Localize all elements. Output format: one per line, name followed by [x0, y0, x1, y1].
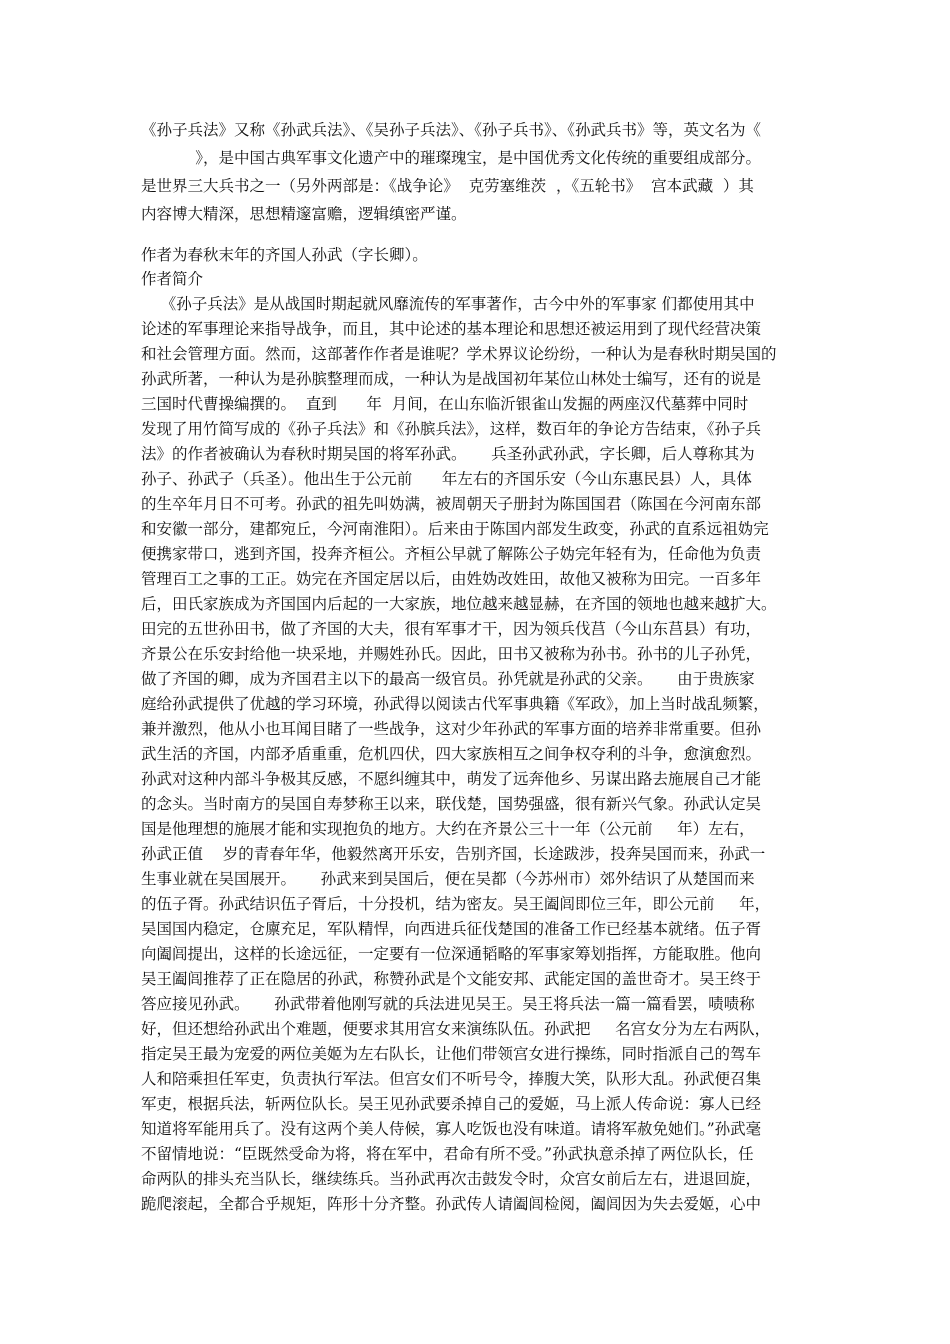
- text-line: 吴国国内稳定，仓廪充足，军队精悍，向西进兵征伐楚国的准备工作已经基本就绪。伍子胥: [141, 920, 762, 938]
- text-line: 向阖闾提出，这样的长途远征，一定要有一位深通韬略的军事家筹划指挥，方能取胜。他向: [141, 945, 762, 963]
- text-line: 发现了用竹简写成的《孙子兵法》和《孙膑兵法》，这样，数百年的争论方告结束，《孙子兵: [141, 420, 762, 438]
- text-line: 《孙子兵法》又称《孙武兵法》、《吴孙子兵法》、《孙子兵书》、《孙武兵书》等，英文名为《: [141, 121, 762, 139]
- text-line: 人和陪乘担任军吏，负责执行军法。但宫女们不听号令，捧腹大笑，队形大乱。孙武便召集: [141, 1070, 762, 1088]
- text-line: 便携家带口，逃到齐国，投奔齐桓公。齐桓公早就了解陈公子妫完年轻有为，任命他为负责: [141, 545, 762, 563]
- text-line: 《孙子兵法》是从战国时期起就风靡流传的军事著作，古今中外的军事家 们都使用其中: [141, 295, 755, 313]
- text-line: 和安徽一部分，建都宛丘，今河南淮阳）。后来由于陈国内部发生政变，孙武的直系远祖妫完: [141, 520, 769, 538]
- text-line: 知道将军能用兵了。没有这两个美人侍候，寡人吃饭也没有味道。请将军赦免她们。”孙武毫: [141, 1120, 762, 1138]
- text-line: 论述的军事理论来指导战争，而且，其中论述的基本理论和思想还被运用到了现代经营决策: [141, 320, 762, 338]
- text-line: 孙武对这种内部斗争极其反感，不愿纠缠其中，萌发了远奔他乡、另谋出路去施展自己才能: [141, 770, 762, 788]
- text-line: 答应接见孙武。 孙武带着他刚写就的兵法进见吴王。吴王将兵法一篇一篇看罢，啧啧称: [141, 995, 755, 1013]
- text-line: 法》的作者被确认为春秋时期吴国的将军孙武。 兵圣孙武孙武，字长卿，后人尊称其为: [141, 445, 755, 463]
- text-line: 生事业就在吴国展开。 孙武来到吴国后，便在吴都（今苏州市）郊外结识了从楚国而来: [141, 870, 755, 888]
- text-line: 武生活的齐国，内部矛盾重重，危机四伏，四大家族相互之间争权夺利的斗争，愈演愈烈。: [141, 745, 762, 763]
- text-line: 兼并激烈，他从小也耳闻目睹了一些战争，这对少年孙武的军事方面的培养非常重要。但孙: [141, 720, 762, 738]
- text-line: 庭给孙武提供了优越的学习环境，孙武得以阅读古代军事典籍《军政》，加上当时战乱频繁，: [141, 695, 769, 713]
- text-line: 》，是中国古典军事文化遗产中的璀璨瑰宝，是中国优秀文化传统的重要组成部分。: [141, 149, 761, 167]
- text-line: 的念头。当时南方的吴国自寿梦称王以来，联伐楚，国势强盛，很有新兴气象。孙武认定吴: [141, 795, 762, 813]
- text-line: 田完的五世孙田书，做了齐国的大夫，很有军事才干，因为领兵伐莒（今山东莒县）有功，: [141, 620, 762, 638]
- text-line: 齐景公在乐安封给他一块采地，并赐姓孙氏。因此，田书又被称为孙书。孙书的儿子孙凭，: [141, 645, 762, 663]
- text-line: 指定吴王最为宠爱的两位美姬为左右队长，让他们带领宫女进行操练，同时指派自己的驾车: [141, 1045, 762, 1063]
- text-line: 吴王阖闾推荐了正在隐居的孙武，称赞孙武是个文能安邦、武能定国的盖世奇才。吴王终于: [141, 970, 762, 988]
- text-line: 好，但还想给孙武出个难题，便要求其用宫女来演练队伍。孙武把 名宫女分为左右两队，: [141, 1020, 771, 1038]
- text-line: 后，田氏家族成为齐国国内后起的一大家族，地位越来越显赫，在齐国的领地也越来越扩大。: [141, 595, 777, 613]
- text-line: 孙武正值 岁的青春年华，他毅然离开乐安，告别齐国，长途跋涉，投奔吴国而来，孙武一: [141, 845, 766, 863]
- text-line: 国是他理想的施展才能和实现抱负的地方。大约在齐景公三十一年（公元前 年）左右，: [141, 820, 755, 838]
- author-statement: 作者为春秋末年的齐国人孙武（字长卿）。: [141, 246, 428, 264]
- text-line: 内容博大精深，思想精邃富赡，逻辑缜密严谨。: [141, 205, 467, 223]
- text-line: 管理百工之事的工正。妫完在齐国定居以后，由姓妫改姓田，故他又被称为田完。一百多年: [141, 570, 762, 588]
- section-heading: 作者简介: [141, 270, 204, 288]
- text-line: 是世界三大兵书之一（另外两部是：《战争论》 克劳塞维茨 ，《五轮书》 宫本武藏 ）其: [141, 177, 754, 195]
- text-line: 军吏，根据兵法，斩两位队长。吴王见孙武要杀掉自己的爱姬，马上派人传命说：寡人已经: [141, 1095, 762, 1113]
- text-line: 的生卒年月日不可考。孙武的祖先叫妫满，被周朝天子册封为陈国国君（陈国在今河南东部: [141, 495, 762, 513]
- text-line: 做了齐国的卿，成为齐国君主以下的最高一级官员。孙凭就是孙武的父亲。 由于贵族家: [141, 670, 755, 688]
- text-line: 三国时代曹操编撰的。 直到 年 月间，在山东临沂银雀山发掘的两座汉代墓葬中同时: [141, 395, 749, 413]
- text-line: 命两队的排头充当队长，继续练兵。当孙武再次击鼓发令时，众宫女前后左右，进退回旋，: [141, 1170, 762, 1188]
- text-line: 的伍子胥。孙武结识伍子胥后，十分投机，结为密友。吴王阖闾即位三年，即公元前 年，: [141, 895, 771, 913]
- text-line: 孙子、孙武子（兵圣）。他出生于公元前 年左右的齐国乐安（今山东惠民县）人，具体: [141, 470, 752, 488]
- text-line: 不留情地说：“臣既然受命为将，将在军中，君命有所不受。”孙武执意杀掉了两位队长，任: [141, 1145, 754, 1163]
- text-line: 孙武所著，一种认为是孙膑整理而成，一种认为是战国初年某位山林处士编写，还有的说是: [141, 370, 762, 388]
- text-line: 和社会管理方面。然而，这部著作作者是谁呢？学术界议论纷纷，一种认为是春秋时期吴国的: [141, 345, 777, 363]
- text-line: 跪爬滚起，全都合乎规矩，阵形十分齐整。孙武传人请阖闾检阅，阖闾因为失去爱姬，心中: [141, 1195, 762, 1213]
